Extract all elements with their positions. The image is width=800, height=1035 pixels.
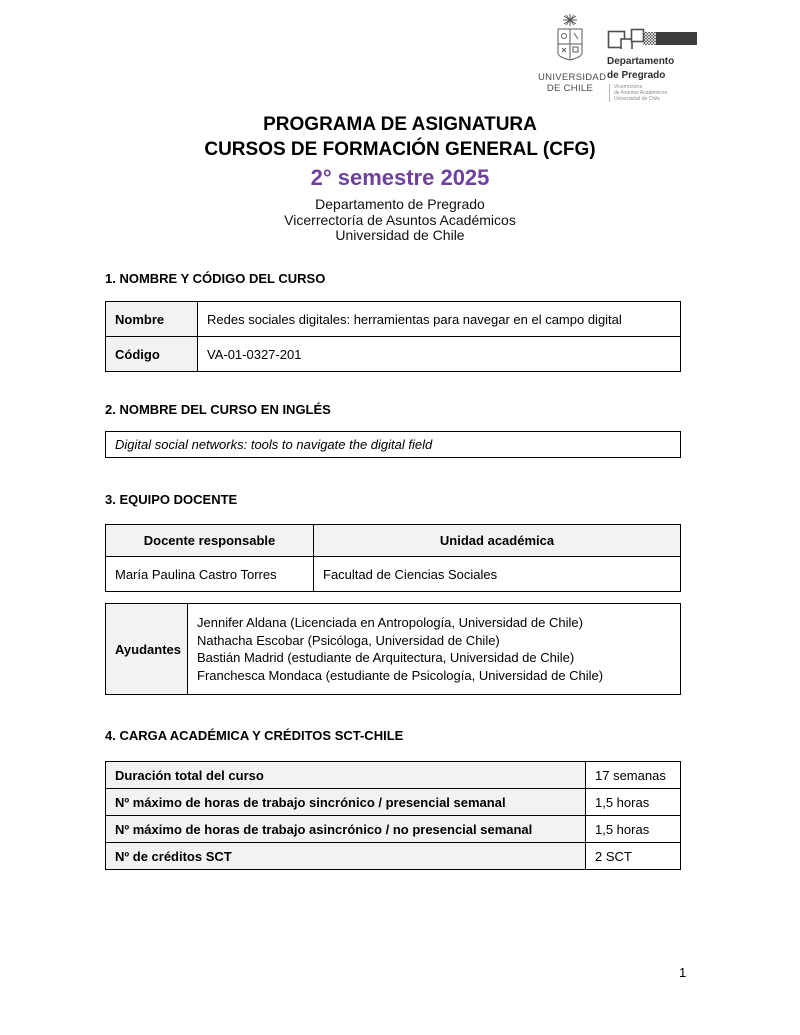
table-row bbox=[106, 432, 681, 458]
subtitle-vicerrectoria: Vicerrectoría de Asuntos Académicos bbox=[284, 211, 516, 228]
table-header-row bbox=[106, 525, 681, 557]
page-number: 1 bbox=[679, 965, 687, 980]
assistant-line: Franchesca Mondaca (estudiante de Psicología, Universidad de Chile) bbox=[197, 667, 604, 683]
duracion-label: Duración total del curso bbox=[106, 762, 586, 789]
pregrado-title-line2: de Pregrado bbox=[607, 69, 666, 81]
semester-title: 2° semestre 2025 bbox=[310, 165, 490, 190]
horas-sincronico-value: 1,5 horas bbox=[586, 789, 681, 816]
uchile-crest-icon bbox=[539, 13, 601, 67]
english-course-name: Digital social networks: tools to navigate the digital field bbox=[106, 432, 681, 458]
table-row bbox=[106, 843, 681, 870]
subtitle-universidad: Universidad de Chile bbox=[335, 227, 465, 243]
horas-sincronico-label: Nº máximo de horas de trabajo sincrónico / presencial semanal bbox=[106, 789, 586, 816]
course-name-label: Nombre bbox=[106, 302, 198, 337]
horas-asincronico-value: 1,5 horas bbox=[586, 816, 681, 843]
teaching-team-table bbox=[105, 524, 681, 592]
uchile-wordmark-line2: DE CHILE bbox=[546, 83, 594, 94]
subtitle-block bbox=[0, 197, 800, 244]
course-code-label: Código bbox=[106, 337, 198, 372]
uchile-wordmark-line1: UNIVERSIDAD bbox=[538, 72, 607, 83]
ayudantes-label: Ayudantes bbox=[106, 604, 188, 695]
pregrado-caption bbox=[609, 84, 699, 102]
docente-responsable-header: Docente responsable bbox=[106, 525, 314, 557]
duracion-value: 17 semanas bbox=[586, 762, 681, 789]
pregrado-caption-line1: Vicerrectoría bbox=[614, 84, 643, 90]
pregrado-caption-line3: Universidad de Chile bbox=[614, 96, 661, 102]
creditos-sct-label: Nº de créditos SCT bbox=[106, 843, 586, 870]
document-title-line2: CURSOS DE FORMACIÓN GENERAL (CFG) bbox=[204, 139, 596, 160]
assistant-line: Bastián Madrid (estudiante de Arquitectura, Universidad de Chile) bbox=[197, 650, 575, 665]
assistant-line: Jennifer Aldana (Licenciada en Antropología, Universidad de Chile) bbox=[197, 615, 583, 630]
document-title-line1: PROGRAMA DE ASIGNATURA bbox=[263, 114, 537, 135]
docente-responsable-value: María Paulina Castro Torres bbox=[106, 557, 314, 592]
unidad-academica-header: Unidad académica bbox=[314, 525, 681, 557]
pregrado-caption-line2: de Asuntos Académicos bbox=[614, 90, 668, 96]
assistant-line: Nathacha Escobar (Psicóloga, Universidad de Chile) bbox=[197, 632, 500, 648]
table-row bbox=[106, 302, 681, 337]
table-row bbox=[106, 337, 681, 372]
section3-heading: 3. EQUIPO DOCENTE bbox=[105, 492, 238, 507]
departamento-pregrado-logo bbox=[607, 28, 699, 102]
pregrado-squares-icon bbox=[607, 28, 699, 49]
table-row bbox=[106, 557, 681, 592]
table-row bbox=[106, 816, 681, 843]
section2-table bbox=[105, 431, 681, 458]
section2-heading: 2. NOMBRE DEL CURSO EN INGLÉS bbox=[105, 402, 331, 417]
table-row bbox=[106, 789, 681, 816]
section1-heading: 1. NOMBRE Y CÓDIGO DEL CURSO bbox=[105, 271, 326, 286]
assistants-table bbox=[105, 603, 681, 695]
table-row bbox=[106, 762, 681, 789]
ayudantes-list bbox=[188, 604, 681, 695]
course-code-value: VA-01-0327-201 bbox=[198, 337, 681, 372]
table-row bbox=[106, 604, 681, 695]
horas-asincronico-label: Nº máximo de horas de trabajo asincrónico / no presencial semanal bbox=[106, 816, 586, 843]
section4-heading: 4. CARGA ACADÉMICA Y CRÉDITOS SCT-CHILE bbox=[105, 728, 404, 743]
pregrado-title-line1: Departamento bbox=[607, 56, 675, 67]
course-name-value: Redes sociales digitales: herramientas para navegar en el campo digital bbox=[198, 302, 681, 337]
unidad-academica-value: Facultad de Ciencias Sociales bbox=[314, 557, 681, 592]
subtitle-departamento: Departamento de Pregrado bbox=[315, 196, 485, 212]
title-block bbox=[0, 112, 800, 244]
universidad-de-chile-logo bbox=[538, 13, 607, 94]
section1-table bbox=[105, 301, 681, 372]
creditos-sct-value: 2 SCT bbox=[586, 843, 681, 870]
workload-table bbox=[105, 761, 681, 870]
